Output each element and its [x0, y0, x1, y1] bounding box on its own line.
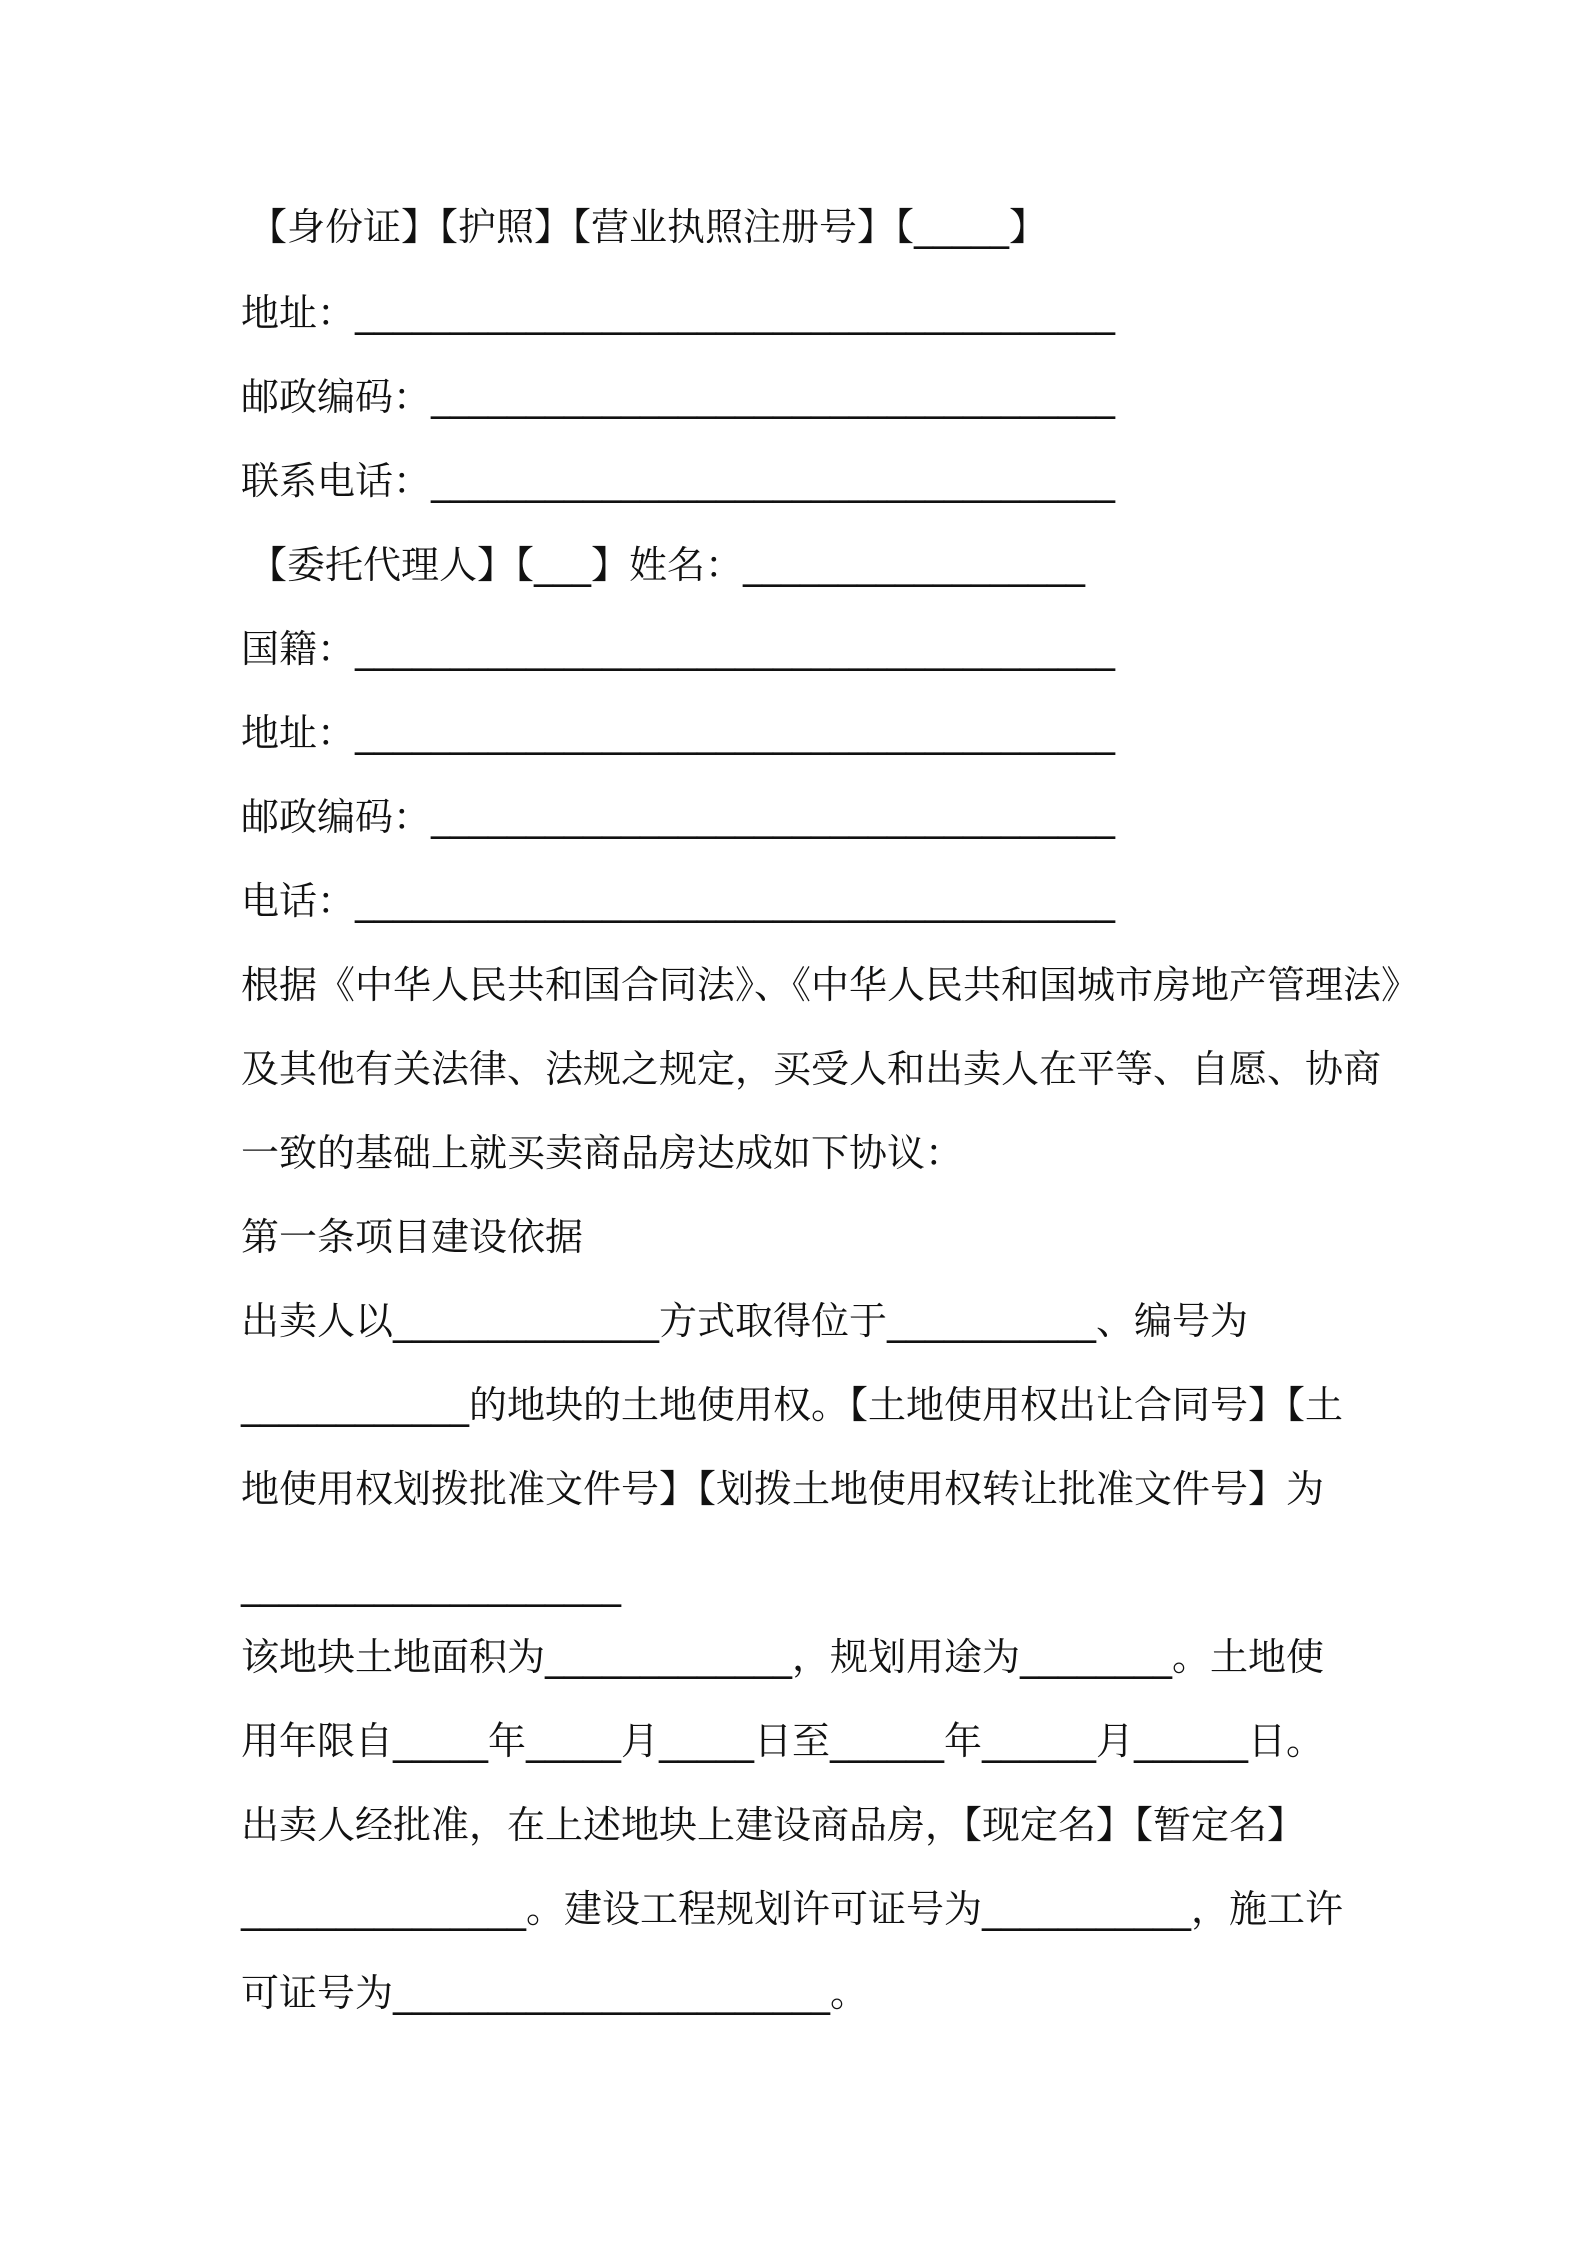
paragraph-line-2: 及其他有关法律、法规之规定，买受人和出卖人在平等、自愿、协商 [241, 1047, 1382, 1091]
paragraph-line-1: 根据《中华人民共和国合同法》、《中华人民共和国城市房地产管理法》 [241, 963, 1420, 1007]
article-1-line-4: 该地块土地面积为_____________，规划用途为________。土地使 [241, 1635, 1325, 1679]
nationality-line: 国籍：________________________________________ [241, 627, 1116, 671]
agent-postal-code-line: 邮政编码：____________________________________ [241, 795, 1116, 839]
article-1-line-7: _______________。建设工程规划许可证号为___________，施工许 [241, 1887, 1344, 1931]
article-1-line-6: 出卖人经批准，在上述地块上建设商品房，【现定名】【暂定名】 [241, 1803, 1306, 1847]
article-1-line-3: 地使用权划拨批准文件号】【划拨土地使用权转让批准文件号】为 [241, 1467, 1325, 1511]
article-1-blank-line: ____________________ [241, 1563, 621, 1607]
postal-code-line: 邮政编码：____________________________________ [241, 375, 1116, 419]
article-1-heading: 第一条项目建设依据 [241, 1215, 584, 1259]
paragraph-line-3: 一致的基础上就买卖商品房达成如下协议： [241, 1131, 964, 1175]
article-1-line-2: ____________的地块的土地使用权。【土地使用权出让合同号】【土 [241, 1383, 1344, 1427]
contact-phone-line: 联系电话：____________________________________ [241, 459, 1116, 503]
article-1-line-8: 可证号为_______________________。 [241, 1971, 869, 2015]
article-1-line-5: 用年限自_____年_____月_____日至______年______月______日。 [241, 1719, 1325, 1763]
agent-address-line: 地址：________________________________________ [241, 711, 1116, 755]
agent-name-line: 【委托代理人】【___】姓名：__________________ [249, 543, 1086, 587]
agent-phone-line: 电话：________________________________________ [241, 879, 1116, 923]
address-line: 地址：________________________________________ [241, 291, 1116, 335]
id-type-line: 【身份证】【护照】【营业执照注册号】【_____】 [249, 205, 1048, 249]
article-1-line-1: 出卖人以______________方式取得位于___________、编号为 [241, 1299, 1249, 1343]
